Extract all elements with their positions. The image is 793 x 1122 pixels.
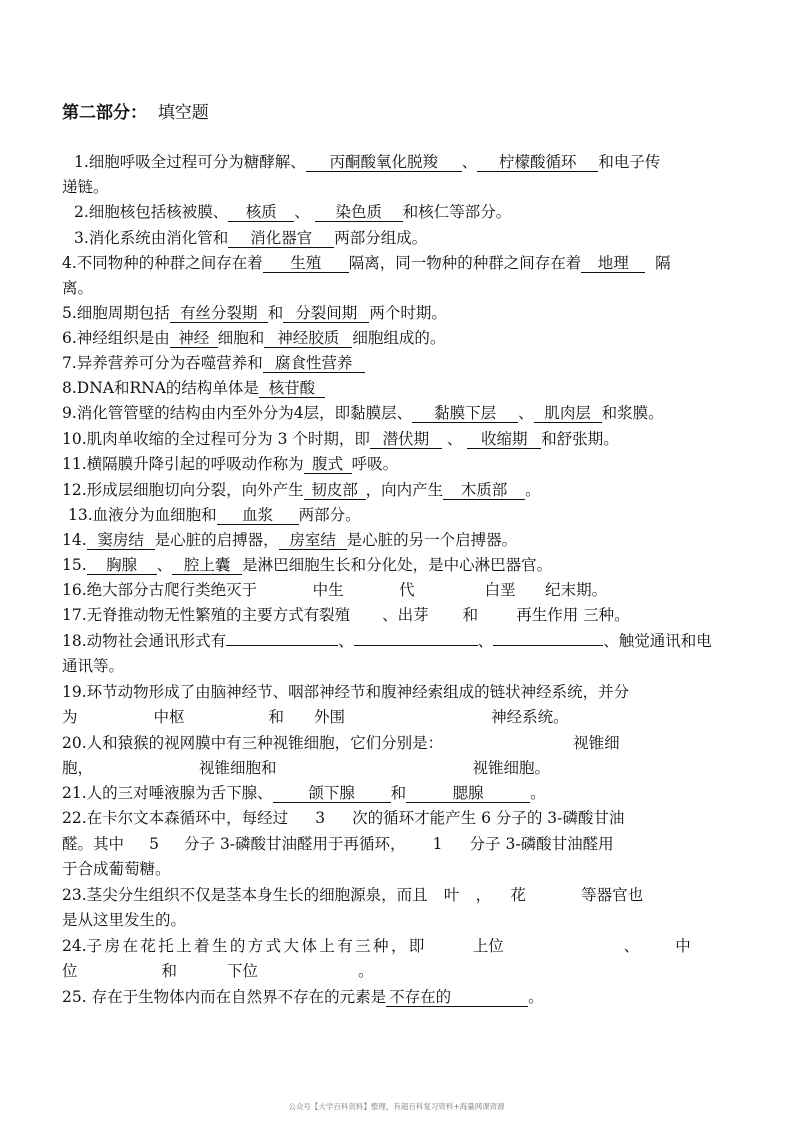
q17-answer1: 、出芽 (382, 606, 429, 624)
q18-blank1[interactable] (226, 631, 338, 646)
q20-line1: 20.人和猿猴的视网膜中有三种视锥细胞，它们分别是： 视锥细 (62, 734, 620, 752)
q19-answer2: 外围 (314, 708, 346, 726)
q18-blank3[interactable] (493, 631, 603, 646)
q5: 5.细胞周期包括 有丝分裂期 和 分裂间期 两个时期。 (62, 304, 447, 322)
q8-answer1: 核苷酸 (259, 380, 325, 398)
q19-answer1: 中枢 (153, 708, 185, 726)
section-title (62, 98, 209, 123)
q9: 9.消化管管壁的结构由内至外分为4层，即黏膜层、 黏膜下层 、 肌肉层 和浆膜。 (62, 404, 664, 422)
q20-line2: 胞， 视锥细胞和 视锥细胞。 (62, 759, 551, 777)
q21: 21.人的三对唾液腺为舌下腺、 颌下腺 和 腮腺 。 (62, 784, 546, 802)
q3: 3.消化系统由消化管和 消化器官 两部分组成。 (74, 229, 428, 247)
q1-line1: 1.细胞呼吸全过程可分为糖酵解、 丙酮酸氧化脱羧 、 柠檬酸循环 和电子传 (74, 153, 661, 171)
q14-answer2: 房室结 (279, 532, 347, 550)
q1-line2: 递链。 (62, 178, 109, 196)
q10-answer2: 收缩期 (467, 431, 541, 449)
q14-answer1: 窦房结 (87, 532, 155, 550)
q18-blank2[interactable] (354, 631, 478, 646)
q23-answer2: 花 (510, 886, 526, 904)
q25-answer1: 不存在的 (386, 989, 528, 1007)
q2-answer1: 核质 (228, 204, 294, 222)
q4-answer1: 生殖 (263, 255, 349, 273)
q15-answer1: 胸腺 (87, 557, 157, 575)
q1-answer1: 丙酮酸氧化脱羧 (306, 154, 462, 172)
q15-answer2: 腔上囊 (172, 557, 242, 575)
q12-answer1: 韧皮部 (304, 482, 366, 500)
q16-answer1: 中生 (312, 581, 344, 599)
q11-answer1: 腹式 (304, 456, 352, 474)
q23-answer1: 叶 (443, 886, 460, 904)
q19-line2: 为 中枢 和 外围 神经系统。 (62, 708, 569, 726)
q2-answer2: 染色质 (315, 204, 403, 222)
q24-line1: 24.子房在花托上着生的方式大体上有三种，即 上位 、 中 (62, 937, 691, 955)
q22-answer1: 3 (315, 809, 326, 827)
q13: 13.血液分为血细胞和 血浆 两部分。 (68, 506, 361, 524)
q1-answer2: 柠檬酸循环 (477, 154, 598, 172)
q2: 2.细胞核包括核被膜、 核质 、 染色质 和核仁等部分。 (74, 203, 512, 221)
q22-line3: 于合成葡萄糖。 (62, 860, 171, 878)
page-footer: 公众号【大学百科资料】整理，有超百科复习资料+海量网课资源 (288, 1102, 505, 1111)
q22-answer3: 1 (432, 835, 443, 853)
q25: 25. 存在于生物体内而在自然界不存在的元素是 不存在的 。 (62, 988, 544, 1006)
q5-answer1: 有丝分裂期 (170, 305, 268, 323)
q22-line1: 22.在卡尔文本森循环中，每经过 3 次的循环才能产生 6 分子的 3-磷酸甘油 (62, 809, 625, 827)
section-title-bold: 第二部分： (62, 103, 147, 123)
q6-answer2: 神经胶质 (264, 330, 352, 348)
q4-line1: 4.不同物种的种群之间存在着 生殖 隔离，同一物种的种群之间存在着 地理 隔 (62, 254, 671, 272)
q10: 10.肌肉单收缩的全过程可分为 3 个时期，即 潜伏期 、 收缩期 和舒张期。 (62, 430, 619, 448)
q3-answer1: 消化器官 (228, 230, 334, 248)
q9-answer2: 肌肉层 (534, 405, 602, 423)
q21-answer1: 颌下腺 (273, 785, 391, 803)
q17-answer2: 再生作用 (516, 606, 579, 624)
q5-answer2: 分裂间期 (283, 305, 369, 323)
q12-answer2: 木质部 (443, 482, 525, 500)
q4-answer2: 地理 (581, 255, 645, 273)
q14: 14. 窦房结 是心脏的启搏器， 房室结 是心脏的另一个启搏器。 (62, 531, 518, 549)
q16-answer2: 白垩 (484, 581, 516, 599)
q22-line2: 醛。其中 5 分子 3-磷酸甘油醛用于再循环， 1 分子 3-磷酸甘油醛用 (62, 835, 614, 853)
q17: 17.无脊推动物无性繁殖的主要方式有裂殖 、出芽 和 再生作用 三种。 (62, 606, 630, 624)
section-title-rest: 填空题 (157, 103, 209, 123)
q24-line2: 位 和 下位 。 (62, 962, 374, 980)
q6: 6.神经组织是由 神经 细胞和 神经胶质 细胞组成的。 (62, 329, 446, 347)
q23-line1: 23.茎尖分生组织不仅是茎本身生长的细胞源泉，而且 叶 ， 花 等器官也 (62, 886, 644, 904)
q8: 8.DNA和RNA的结构单体是 核苷酸 (62, 378, 742, 398)
q12: 12.形成层细胞切向分裂，向外产生 韧皮部 ，向内产生 木质部 。 (62, 481, 541, 499)
q15: 15. 胸腺 、 腔上囊 是淋巴细胞生长和分化处，是中心淋巴器官。 (62, 556, 553, 574)
q6-answer1: 神经 (170, 330, 218, 348)
q18-line1: 18.动物社会通讯形式有 、 、 、触觉通讯和电 (62, 632, 712, 650)
q7: 7.异养营养可分为吞噬营养和 腐食性营养 (62, 353, 742, 373)
q9-answer1: 黏膜下层 (412, 405, 518, 423)
q13-answer1: 血浆 (217, 507, 299, 525)
q11: 11.横隔膜升降引起的呼吸动作称为 腹式 呼吸。 (62, 455, 399, 473)
q23-line2: 是从这里发生的。 (62, 911, 187, 929)
q18-line2: 通讯等。 (62, 657, 125, 675)
q16: 16.绝大部分古爬行类绝灭于 中生 代 白垩 纪末期。 (62, 581, 608, 599)
q24-answer2: 下位 (227, 962, 259, 980)
q24-answer1: 上位 (472, 937, 504, 955)
q10-answer1: 潜伏期 (370, 431, 442, 449)
q19-line1: 19.环节动物形成了由脑神经节、咽部神经节和腹神经索组成的链状神经系统，并分 (62, 683, 630, 701)
q7-answer1: 腐食性营养 (263, 355, 365, 373)
q21-answer2: 腮腺 (406, 785, 530, 803)
q4-line2: 离。 (62, 279, 94, 297)
q22-answer2: 5 (149, 835, 159, 853)
